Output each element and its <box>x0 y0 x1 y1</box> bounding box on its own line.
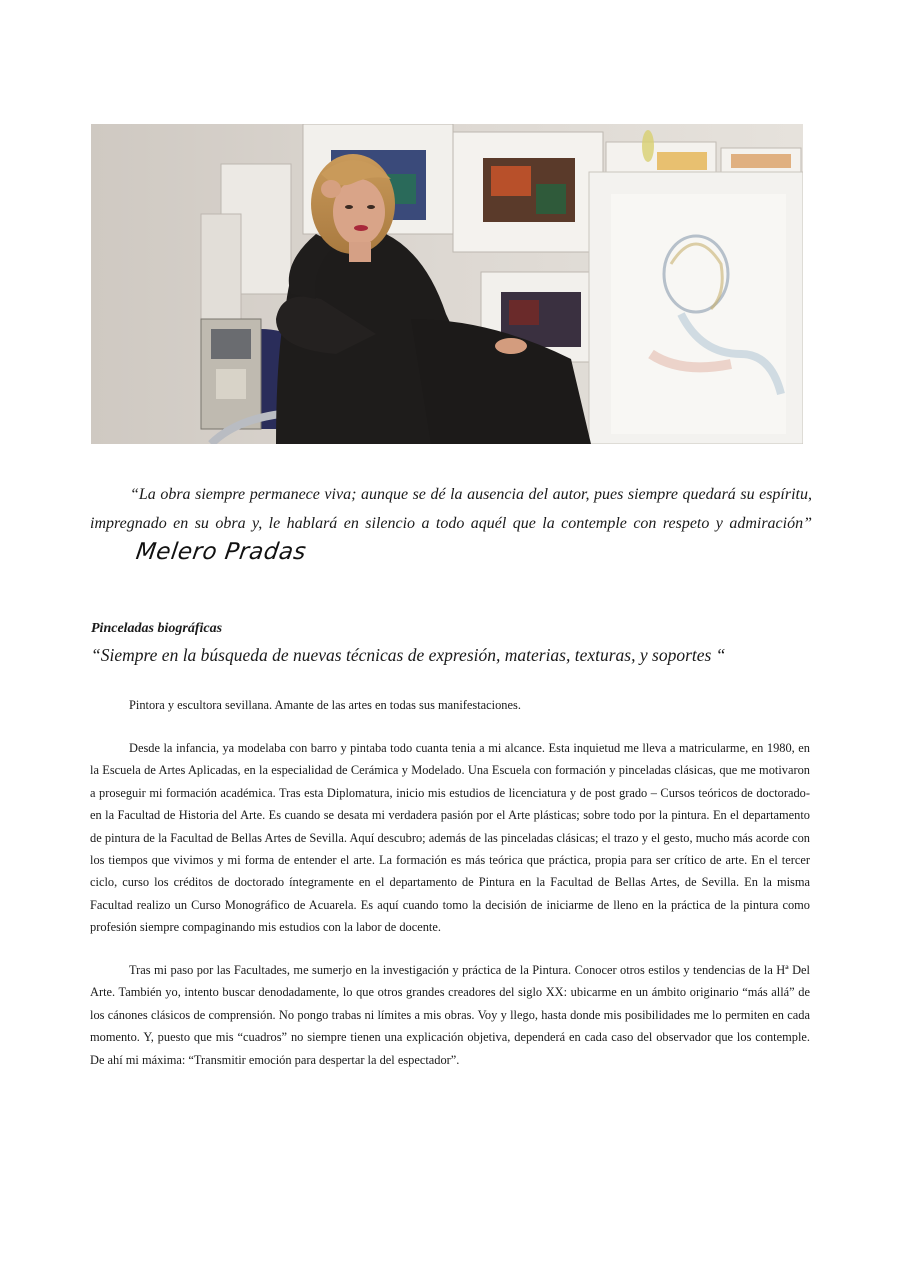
artist-photo <box>91 124 803 444</box>
artist-quote <box>90 480 812 569</box>
bio-paragraph-1: Pintora y escultora sevillana. Amante de las artes en todas sus manifestaciones. <box>129 698 521 712</box>
artist-signature: Melero Pradas <box>134 539 308 565</box>
bio-paragraph-3: Tras mi paso por las Facultades, me sumerjo en la investigación y práctica de la Pintura. Conocer otros estilos y tendencias de la Hª Del Arte. También yo, intento buscar denodadamente, lo que otros grandes creadores del siglo XX: ubicarme en un ámbito originario “más allá” de los cánones clásicos de comprensión. No pongo trabas ni límites a mis obras. Voy y llego, hasta donde mis posibilidades me lo permiten en cada momento. Y, puesto que mis “cuadros” no siempre tienen una explicación objetiva, dependerá en cada caso del observador que los contemple. De ahí mi máxima: “Transmitir emoción para despertar la del espectador”. <box>90 963 810 1067</box>
bio-paragraph-2: Desde la infancia, ya modelaba con barro y pintaba todo cuanta tenia a mi alcance. Esta inquietud me lleva a matricularme, en 1980, en la Escuela de Artes Aplicadas, en la especialidad de Cerámica y Modelado. Una Escuela con formación y pinceladas clásicas, que me motivaron a proseguir mi formación académica. Tras esta Diplomatura, inicio mis estudios de licenciatura y de post grado – Cursos teóricos de doctorado- en la Facultad de Historia del Arte. Es cuando se desata mi verdadera pasión por el Arte plásticas; sobre todo por la pintura. En el departamento de pintura de la Facultad de Bellas Artes de Sevilla. Aquí descubro; además de las pinceladas clásicas; el trazo y el gesto, mucho más acorde con los tiempos que vivimos y mi forma de entender el arte. La formación es más teórica que práctica, propia para ser crítico de arte. En el tercer ciclo, curso los créditos de doctorado íntegramente en el departamento de Pintura en la Facultad de Bellas Artes, de Sevilla. En la misma Facultad realizo un Curso Monográfico de Acuarela. Es aquí cuando tomo la decisión de iniciarme de lleno en la práctica de la pintura como profesión siempre compaginando mis estudios con la labor de docente. <box>90 741 810 935</box>
bio-motto: “Siempre en la búsqueda de nuevas técnicas de expresión, materias, texturas, y soportes “ <box>91 645 726 665</box>
artist-portrait-photo-icon <box>91 124 803 444</box>
bio-heading: Pinceladas biográficas <box>91 621 223 636</box>
quote-text: “La obra siempre permanece viva; aunque se dé la ausencia del autor, pues siempre quedará su espíritu, impregnado en su obra y, le hablará en silencio a todo aquél que la contemple con respeto y admiración” <box>90 486 812 532</box>
